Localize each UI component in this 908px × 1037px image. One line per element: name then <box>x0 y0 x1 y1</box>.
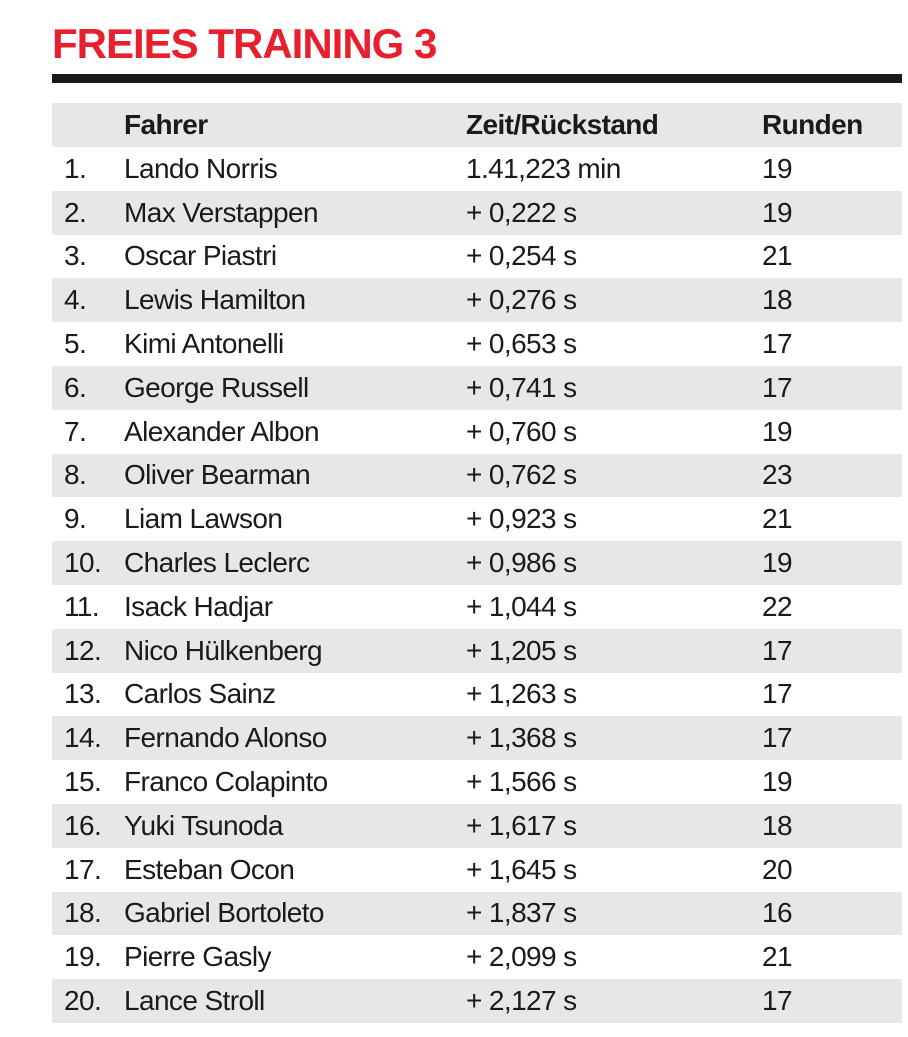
driver-cell: Fernando Alonso <box>124 722 327 754</box>
results-table <box>52 103 902 1023</box>
table-row <box>52 760 902 804</box>
driver-cell: Esteban Ocon <box>124 853 295 885</box>
header-laps: Runden <box>762 109 863 140</box>
driver-cell: Isack Hadjar <box>124 590 273 622</box>
time-cell: + 0,254 s <box>466 240 577 272</box>
table-row <box>52 935 902 979</box>
table-row <box>52 979 902 1023</box>
laps-cell: 21 <box>762 240 792 272</box>
laps-cell: 19 <box>762 152 792 184</box>
laps-cell: 17 <box>762 722 792 754</box>
table-row <box>52 235 902 279</box>
table-row <box>52 673 902 717</box>
driver-cell: Gabriel Bortoleto <box>124 897 324 929</box>
laps-cell: 21 <box>762 503 792 535</box>
position-cell: 1. <box>64 152 87 184</box>
position-cell: 6. <box>64 371 87 403</box>
laps-cell: 19 <box>762 415 792 447</box>
table-row <box>52 804 902 848</box>
table-row <box>52 322 902 366</box>
position-cell: 19. <box>64 941 102 973</box>
time-cell: + 0,276 s <box>466 284 577 316</box>
time-cell: + 1,368 s <box>466 722 577 754</box>
table-row <box>52 892 902 936</box>
time-cell: + 1,263 s <box>466 678 577 710</box>
laps-cell: 17 <box>762 371 792 403</box>
laps-cell: 23 <box>762 459 792 491</box>
driver-cell: Kimi Antonelli <box>124 328 284 360</box>
table-row <box>52 454 902 498</box>
laps-cell: 21 <box>762 941 792 973</box>
driver-cell: Lance Stroll <box>124 985 265 1017</box>
position-cell: 18. <box>64 897 102 929</box>
title-divider <box>52 74 902 83</box>
time-cell: + 2,099 s <box>466 941 577 973</box>
position-cell: 15. <box>64 766 102 798</box>
page-title: FREIES TRAINING 3 <box>52 20 437 67</box>
laps-cell: 16 <box>762 897 792 929</box>
driver-cell: George Russell <box>124 371 309 403</box>
position-cell: 20. <box>64 985 102 1017</box>
laps-cell: 19 <box>762 196 792 228</box>
position-cell: 14. <box>64 722 102 754</box>
driver-cell: Franco Colapinto <box>124 766 328 798</box>
laps-cell: 17 <box>762 985 792 1017</box>
table-row <box>52 366 902 410</box>
time-cell: + 1,837 s <box>466 897 577 929</box>
driver-cell: Lando Norris <box>124 152 278 184</box>
table-row <box>52 541 902 585</box>
header-driver: Fahrer <box>124 109 208 140</box>
time-cell: 1.41,223 min <box>466 152 621 184</box>
driver-cell: Nico Hülkenberg <box>124 634 322 666</box>
table-row <box>52 585 902 629</box>
laps-cell: 17 <box>762 634 792 666</box>
time-cell: + 1,645 s <box>466 853 577 885</box>
driver-cell: Alexander Albon <box>124 415 319 447</box>
position-cell: 4. <box>64 284 87 316</box>
time-cell: + 1,566 s <box>466 766 577 798</box>
laps-cell: 20 <box>762 853 792 885</box>
header-time: Zeit/Rückstand <box>466 109 659 140</box>
position-cell: 17. <box>64 853 102 885</box>
position-cell: 11. <box>64 590 100 622</box>
position-cell: 2. <box>64 196 87 228</box>
time-cell: + 0,741 s <box>466 371 577 403</box>
laps-cell: 17 <box>762 328 792 360</box>
laps-cell: 22 <box>762 590 792 622</box>
driver-cell: Yuki Tsunoda <box>124 809 283 841</box>
table-row <box>52 497 902 541</box>
table-row <box>52 410 902 454</box>
time-cell: + 0,923 s <box>466 503 577 535</box>
position-cell: 9. <box>64 503 87 535</box>
laps-cell: 18 <box>762 809 792 841</box>
time-cell: + 0,762 s <box>466 459 577 491</box>
time-cell: + 1,617 s <box>466 809 577 841</box>
driver-cell: Carlos Sainz <box>124 678 276 710</box>
table-row <box>52 848 902 892</box>
time-cell: + 0,222 s <box>466 196 577 228</box>
driver-cell: Lewis Hamilton <box>124 284 306 316</box>
laps-cell: 18 <box>762 284 792 316</box>
driver-cell: Oscar Piastri <box>124 240 277 272</box>
position-cell: 7. <box>64 415 87 447</box>
position-cell: 13. <box>64 678 102 710</box>
position-cell: 3. <box>64 240 87 272</box>
laps-cell: 19 <box>762 766 792 798</box>
table-row <box>52 716 902 760</box>
driver-cell: Charles Leclerc <box>124 547 310 579</box>
time-cell: + 1,205 s <box>466 634 577 666</box>
driver-cell: Liam Lawson <box>124 503 283 535</box>
time-cell: + 0,653 s <box>466 328 577 360</box>
position-cell: 10. <box>64 547 102 579</box>
time-cell: + 2,127 s <box>466 985 577 1017</box>
driver-cell: Pierre Gasly <box>124 941 271 973</box>
driver-cell: Max Verstappen <box>124 196 318 228</box>
position-cell: 8. <box>64 459 87 491</box>
driver-cell: Oliver Bearman <box>124 459 311 491</box>
table-row <box>52 278 902 322</box>
position-cell: 5. <box>64 328 87 360</box>
laps-cell: 17 <box>762 678 792 710</box>
table-row <box>52 191 902 235</box>
position-cell: 16. <box>64 809 102 841</box>
position-cell: 12. <box>64 634 102 666</box>
time-cell: + 0,760 s <box>466 415 577 447</box>
time-cell: + 0,986 s <box>466 547 577 579</box>
time-cell: + 1,044 s <box>466 590 577 622</box>
laps-cell: 19 <box>762 547 792 579</box>
table-row <box>52 147 902 191</box>
table-header-row <box>52 103 902 147</box>
table-row <box>52 629 902 673</box>
